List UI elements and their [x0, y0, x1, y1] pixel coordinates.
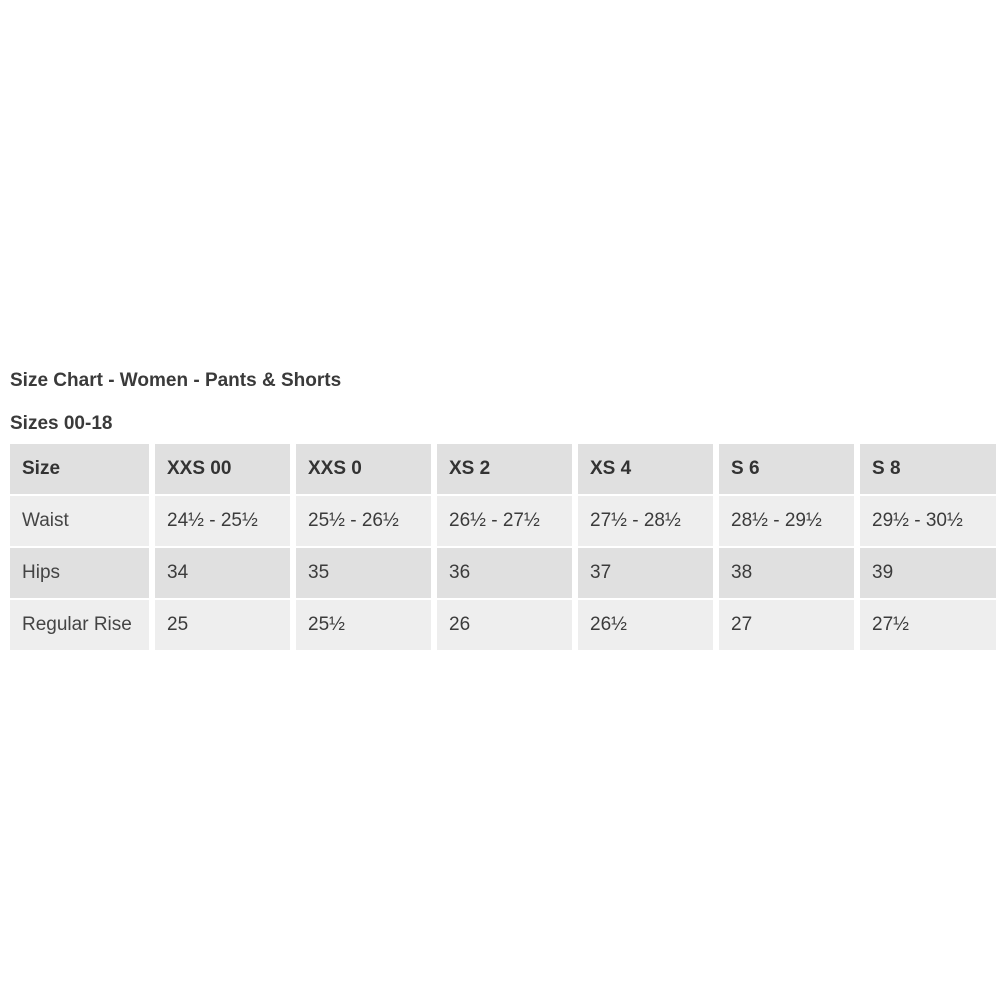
row-label-regular-rise: Regular Rise: [10, 600, 149, 650]
table-cell: 36: [437, 548, 572, 598]
table-header-cell: Size: [10, 444, 149, 494]
table-cell: 25½ - 26½: [296, 496, 431, 546]
page-subtitle: Sizes 00-18: [10, 413, 113, 434]
table-header-cell: XS 4: [578, 444, 713, 494]
table-header-cell: XXS 0: [296, 444, 431, 494]
table-cell: 27½ - 28½: [578, 496, 713, 546]
table-cell: 35: [296, 548, 431, 598]
table-cell: 26½: [578, 600, 713, 650]
table-cell: 26: [437, 600, 572, 650]
table-cell: 26½ - 27½: [437, 496, 572, 546]
table-cell: 27: [719, 600, 854, 650]
table-cell: 28½ - 29½: [719, 496, 854, 546]
size-chart: [10, 366, 996, 650]
row-label-waist: Waist: [10, 496, 149, 546]
table-cell: 25: [155, 600, 290, 650]
page-title: Size Chart - Women - Pants & Shorts: [10, 370, 342, 391]
size-table: [10, 444, 996, 650]
table-cell: 37: [578, 548, 713, 598]
table-cell: 39: [860, 548, 996, 598]
table-cell: 38: [719, 548, 854, 598]
table-header-cell: XXS 00: [155, 444, 290, 494]
table-header-cell: XS 2: [437, 444, 572, 494]
table-cell: 25½: [296, 600, 431, 650]
table-header-cell: S 6: [719, 444, 854, 494]
table-cell: 34: [155, 548, 290, 598]
table-header-cell: S 8: [860, 444, 996, 494]
row-label-hips: Hips: [10, 548, 149, 598]
table-cell: 29½ - 30½: [860, 496, 996, 546]
table-cell: 24½ - 25½: [155, 496, 290, 546]
table-cell: 27½: [860, 600, 996, 650]
